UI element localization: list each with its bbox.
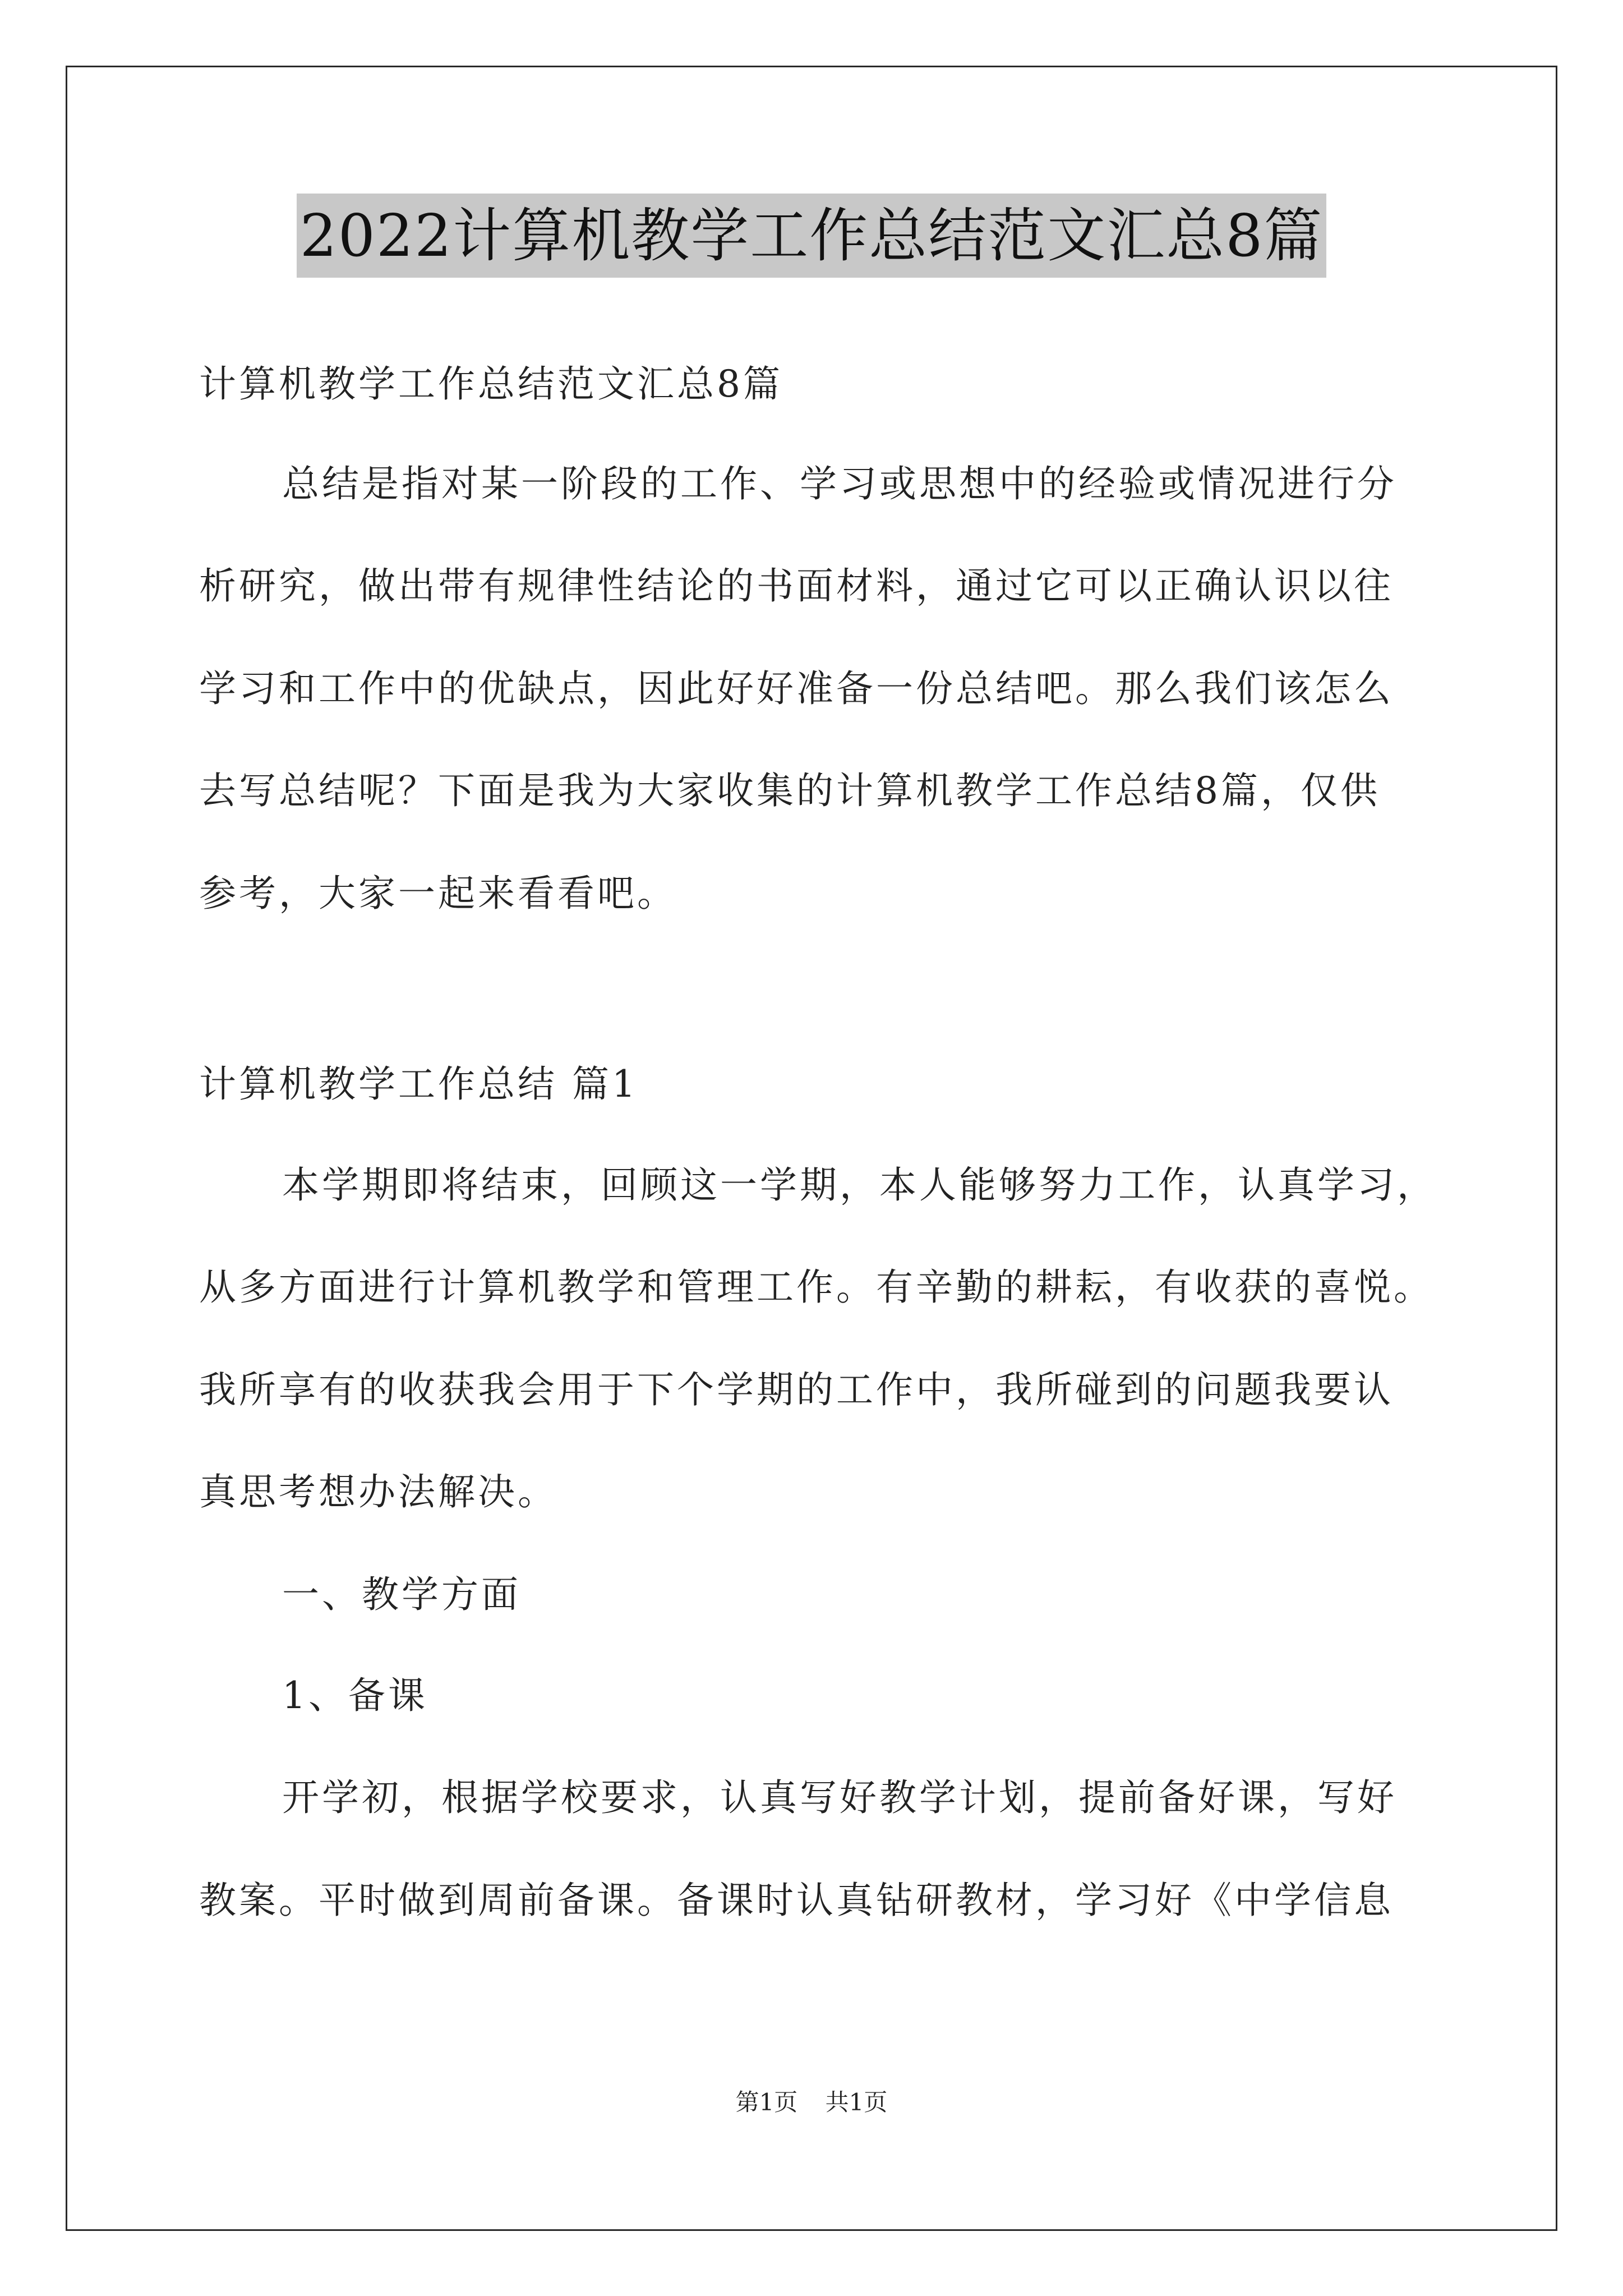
- title-block: [0, 194, 1623, 278]
- document-subtitle: 计算机教学工作总结范文汇总8篇: [199, 362, 783, 406]
- page-footer: [0, 2084, 1623, 2118]
- section-line: 本学期即将结束，回顾这一学期，本人能够努力工作，认真学习，: [282, 1163, 1437, 1207]
- intro-line: 参考，大家一起来看看吧。: [199, 872, 677, 915]
- section-line: 真思考想办法解决。: [199, 1470, 557, 1513]
- section-line: 教案。平时做到周前备课。备课时认真钻研教材，学习好《中学信息: [199, 1879, 1394, 1922]
- intro-line: 析研究，做出带有规律性结论的书面材料，通过它可以正确认识以往: [199, 564, 1394, 608]
- document-title: 2022计算机教学工作总结范文汇总8篇: [297, 194, 1327, 278]
- section-line: 我所享有的收获我会用于下个学期的工作中，我所碰到的问题我要认: [199, 1368, 1394, 1411]
- page-total: 共1页: [825, 2088, 888, 2116]
- intro-line: 学习和工作中的优缺点，因此好好准备一份总结吧。那么我们该怎么: [199, 667, 1394, 710]
- sub-heading: 1、备课: [282, 1674, 428, 1717]
- intro-line: 去写总结呢？下面是我为大家收集的计算机教学工作总结8篇，仅供: [199, 769, 1380, 812]
- section-line: 从多方面进行计算机教学和管理工作。有辛勤的耕耘，有收获的喜悦。: [199, 1266, 1433, 1309]
- page-number: 第1页: [735, 2088, 798, 2116]
- intro-line: 总结是指对某一阶段的工作、学习或思想中的经验或情况进行分: [282, 462, 1397, 505]
- section-heading: 计算机教学工作总结 篇1: [199, 1062, 638, 1106]
- sub-heading: 一、教学方面: [282, 1573, 521, 1616]
- section-line: 开学初，根据学校要求，认真写好教学计划，提前备好课，写好: [282, 1776, 1397, 1819]
